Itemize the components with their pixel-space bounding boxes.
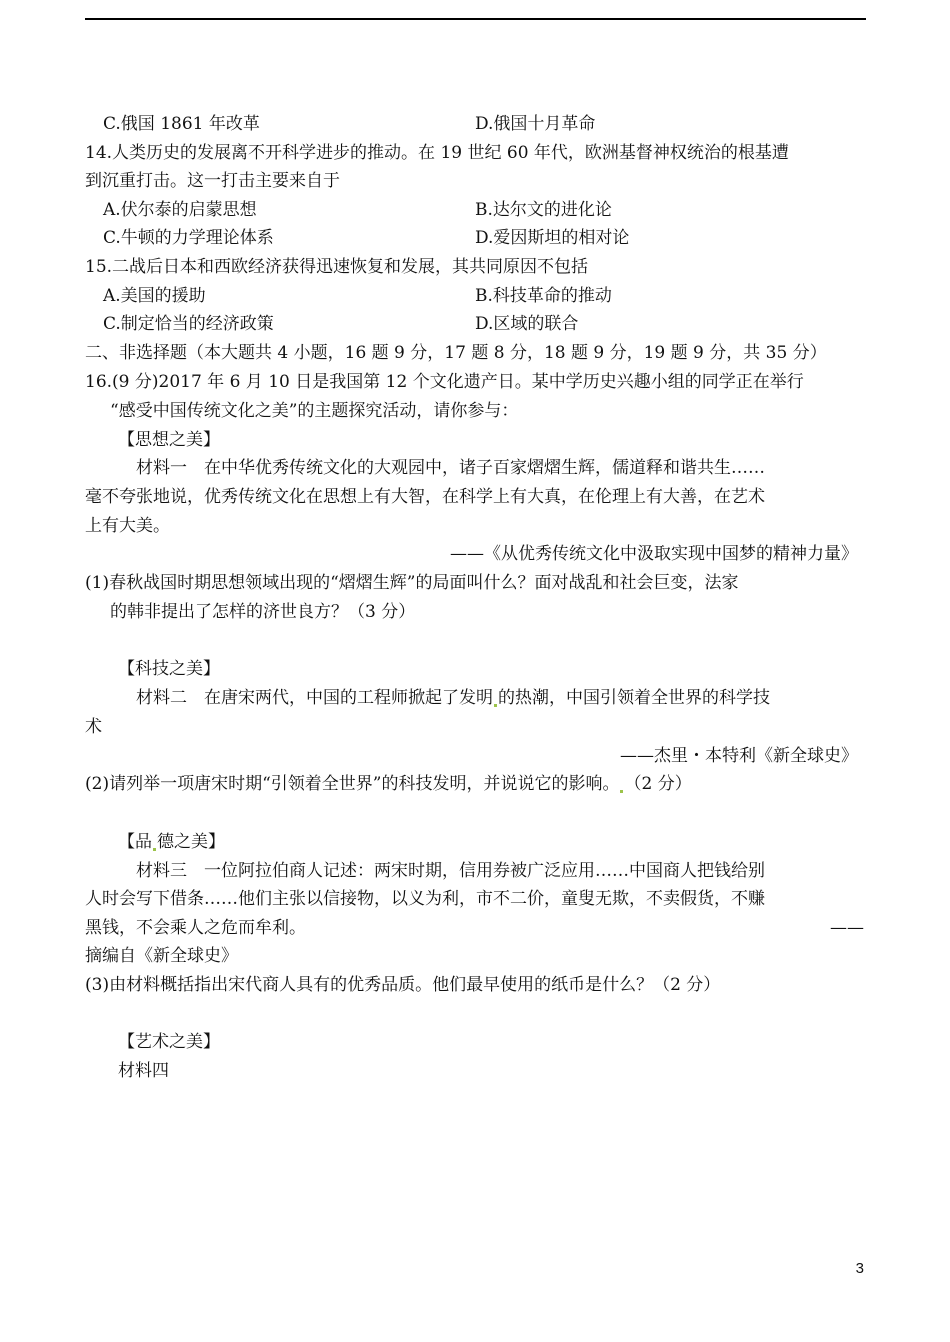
material-3-dash: —— — [830, 918, 864, 938]
material-1-end: 上有大美。 — [85, 516, 170, 536]
material-4: 材料四 — [118, 1061, 169, 1081]
q14-option-d: D.爱因斯坦的相对论 — [475, 228, 630, 248]
virtue-heading-a: 【品 — [118, 832, 152, 852]
material-3-source: 摘编自《新全球史》 — [85, 946, 238, 966]
material-2 — [136, 687, 770, 709]
sub-question-1-cont: 的韩非提出了怎样的济世良方？（3 分） — [110, 602, 416, 622]
q14-option-a: A.伏尔泰的启蒙思想 — [103, 200, 257, 220]
q15-option-c: C.制定恰当的经济政策 — [103, 314, 274, 334]
q15-option-b: B.科技革命的推动 — [475, 286, 612, 306]
header-rule — [85, 18, 866, 20]
thought-heading: 【思想之美】 — [118, 430, 220, 450]
virtue-heading-b: 德之美】 — [157, 832, 225, 852]
q15-stem: 15.二战后日本和西欧经济获得迅速恢复和发展，其共同原因不包括 — [85, 257, 589, 277]
sub-question-3: (3)由材料概括指出宋代商人具有的优秀品质。他们最早使用的纸币是什么？（2 分） — [85, 975, 721, 995]
material-1-cont: 毫不夸张地说，优秀传统文化在思想上有大智，在科学上有大真，在伦理上有大善，在艺术 — [85, 487, 765, 507]
stray-mark — [494, 704, 497, 707]
sub-question-2-score: （2 分） — [624, 774, 692, 794]
q13-option-d: D.俄国十月革命 — [475, 114, 596, 134]
q16-stem: 16.(9 分)2017 年 6 月 10 日是我国第 12 个文化遗产日。某中学历史兴趣小组的同学正在举行 — [85, 372, 804, 392]
stray-mark — [153, 848, 156, 851]
q14-option-c: C.牛顿的力学理论体系 — [103, 228, 274, 248]
material-3: 材料三 一位阿拉伯商人记述：两宋时期，信用券被广泛应用……中国商人把钱给别 — [136, 861, 765, 881]
virtue-heading — [118, 831, 225, 853]
material-2-part-a: 材料二 在唐宋两代，中国的工程师掀起了发明 — [136, 688, 493, 708]
sub-question-1: (1)春秋战国时期思想领域出现的“熠熠生辉”的局面叫什么？面对战乱和社会巨变，法家 — [85, 573, 739, 593]
material-3-end: 黑钱，不会乘人之危而牟利。 — [85, 918, 306, 938]
q14-option-b: B.达尔文的进化论 — [475, 200, 612, 220]
material-2-source: ——杰里・本特利《新全球史》 — [620, 746, 858, 766]
q14-stem-cont: 到沉重打击。这一打击主要来自于 — [85, 171, 340, 191]
tech-heading: 【科技之美】 — [118, 659, 220, 679]
page-number: 3 — [855, 1260, 864, 1277]
q15-option-d: D.区域的联合 — [475, 314, 579, 334]
sub-question-2-text: (2)请列举一项唐宋时期“引领着全世界”的科技发明，并说说它的影响。 — [85, 774, 620, 794]
q14-stem: 14.人类历史的发展离不开科学进步的推动。在 19 世纪 60 年代，欧洲基督神权统治的根基遭 — [85, 143, 789, 163]
material-2-end: 术 — [85, 717, 102, 737]
material-1: 材料一 在中华优秀传统文化的大观园中，诸子百家熠熠生辉，儒道释和谐共生…… — [136, 458, 765, 478]
material-2-part-b: 的热潮，中国引领着全世界的科学技 — [498, 688, 770, 708]
sub-question-2 — [85, 773, 692, 795]
material-1-source: ——《从优秀传统文化中汲取实现中国梦的精神力量》 — [450, 544, 858, 564]
q15-option-a: A.美国的援助 — [103, 286, 206, 306]
art-heading: 【艺术之美】 — [118, 1032, 220, 1052]
q13-option-c: C.俄国 1861 年改革 — [103, 114, 260, 134]
section-2-title: 二、非选择题（本大题共 4 小题，16 题 9 分，17 题 8 分，18 题 9 分，19 题 9 分，共 35 分） — [85, 343, 827, 363]
q16-stem-cont: “感受中国传统文化之美”的主题探究活动，请你参与： — [110, 401, 519, 421]
material-3-cont: 人时会写下借条……他们主张以信接物，以义为利，市不二价，童叟无欺，不卖假货，不赚 — [85, 889, 765, 909]
